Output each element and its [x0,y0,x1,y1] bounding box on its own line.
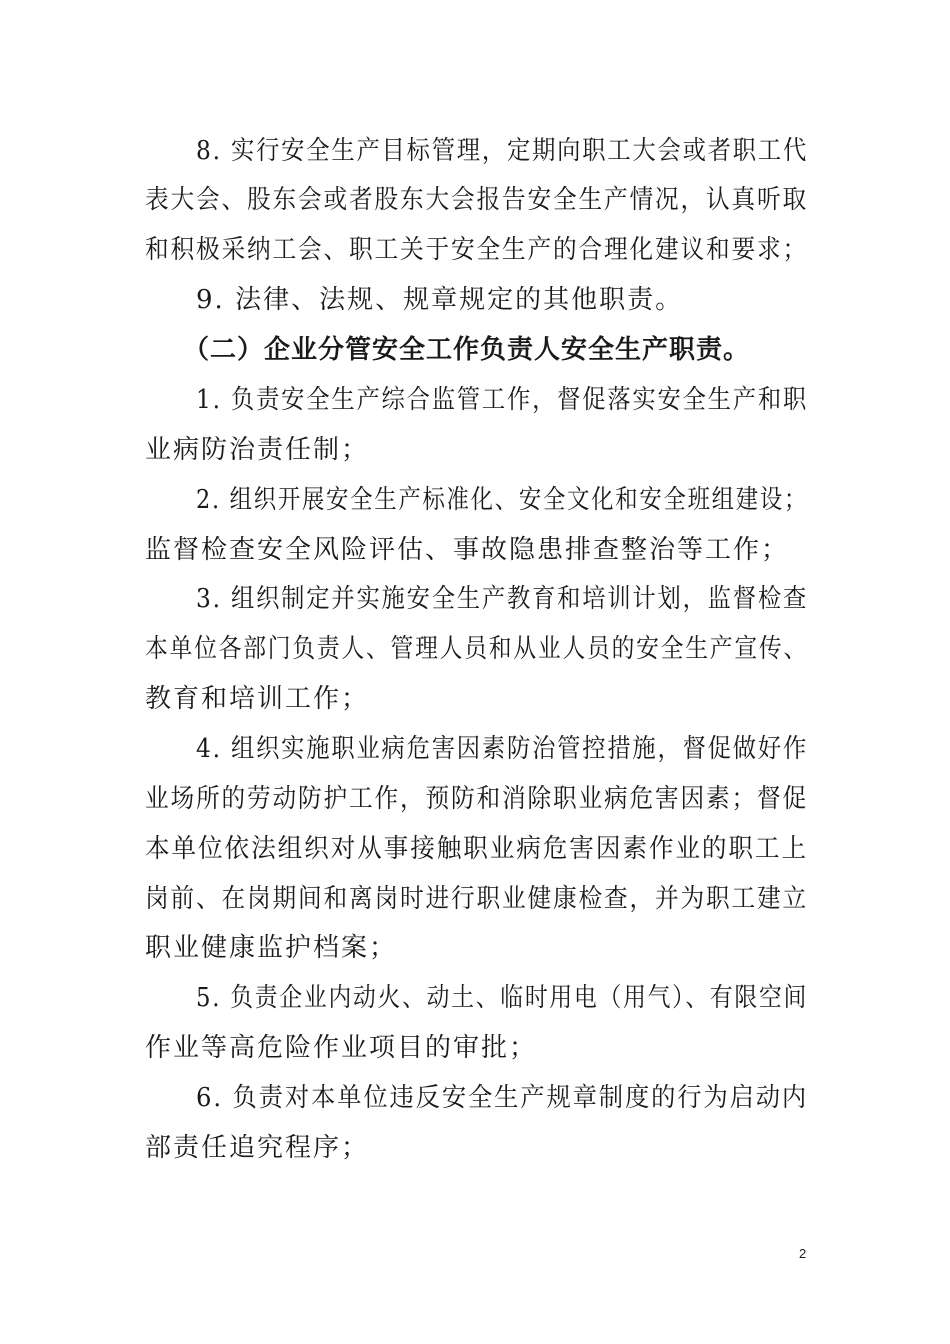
text-line: 8. 实行安全生产目标管理，定期向职工大会或者职工代 [196,136,809,166]
text-line: 3. 组织制定并实施安全生产教育和培训计划，监督检查 [196,584,809,614]
text-line: 部责任追究程序； [145,1133,370,1163]
text-line: 9. 法律、法规、规章规定的其他职责。 [196,285,684,315]
section-heading: （二）企业分管安全工作负责人安全生产职责。 [183,335,751,365]
text-line: 教育和培训工作； [145,684,370,714]
text-line: 本单位依法组织对从事接触职业病危害因素作业的职工上 [145,834,808,864]
text-line: 6. 负责对本单位违反安全生产规章制度的行为启动内 [196,1083,809,1113]
text-line: 4. 组织实施职业病危害因素防治管控措施，督促做好作 [196,734,809,764]
text-line: 业病防治责任制； [145,435,370,465]
text-line: 监督检查安全风险评估、事故隐患排查整治等工作； [145,535,790,565]
text-line: 本单位各部门负责人、管理人员和从业人员的安全生产宣传、 [145,634,809,664]
text-line: 1. 负责安全生产综合监管工作，督促落实安全生产和职 [196,385,809,415]
text-line: 和积极采纳工会、职工关于安全生产的合理化建议和要求； [145,235,809,265]
text-line: 岗前、在岗期间和离岗时进行职业健康检查，并为职工建立 [145,884,809,914]
text-line: 作业等高危险作业项目的审批； [145,1033,538,1063]
text-line: 业场所的劳动防护工作，预防和消除职业病危害因素；督促 [145,784,809,814]
page-number: 2 [799,1246,807,1261]
text-line: 2. 组织开展安全生产标准化、安全文化和安全班组建设； [196,485,809,515]
text-line: 5. 负责企业内动火、动土、临时用电（用气）、有限空间 [196,983,809,1013]
text-line: 职业健康监护档案； [145,933,398,963]
text-line: 表大会、股东会或者股东大会报告安全生产情况，认真听取 [145,185,809,215]
